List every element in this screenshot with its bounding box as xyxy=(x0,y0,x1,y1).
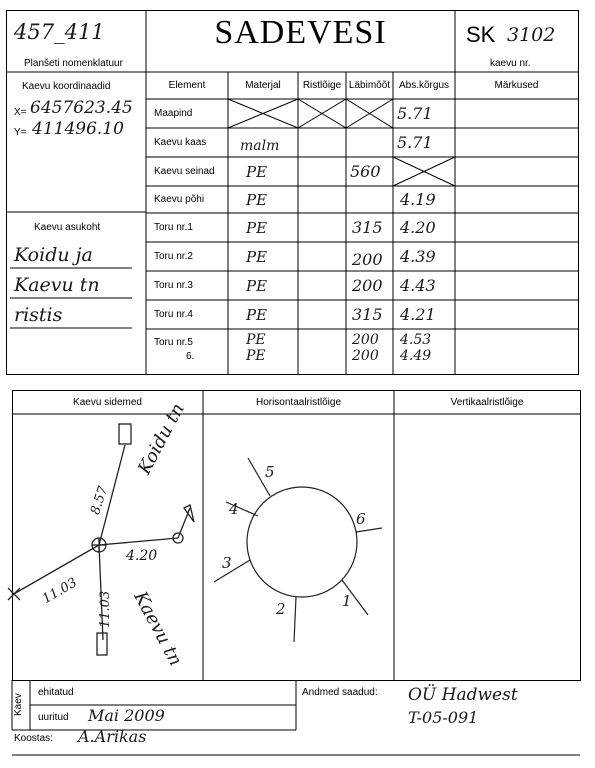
section-vertikaal: Vertikaalristlõige xyxy=(450,397,524,408)
row-toru1-abs: 4.20 xyxy=(400,218,436,237)
page-title: SADEVESI xyxy=(214,14,387,51)
header-markused: Märkused xyxy=(494,80,539,91)
distance-east: 4.20 xyxy=(126,548,158,564)
row-toru2-element: Toru nr.2 xyxy=(154,251,193,262)
coords-label: Kaevu koordinaadid xyxy=(22,81,111,92)
street-kaevu: Kaevu tn xyxy=(129,588,187,670)
distance-north: 8.57 xyxy=(88,484,112,517)
row-maapind-abs: 5.71 xyxy=(397,104,433,123)
location-line-1: Koidu ja xyxy=(14,244,93,266)
row-toru5-element: Toru nr.5 xyxy=(154,336,193,348)
nomenclature-label: Planšeti nomenklatuur xyxy=(24,58,123,69)
row-toru6-materjal: PE xyxy=(246,348,266,364)
section-horisontaal: Horisontaalristlõige xyxy=(255,397,342,408)
uuritud-label: uuritud xyxy=(38,712,69,723)
row-toru2-labimoot: 200 xyxy=(352,250,383,269)
row-toru1-labimoot: 315 xyxy=(352,218,383,237)
section-kaevu-sidemed: Kaevu sidemed xyxy=(73,397,142,408)
pipe-label-5: 5 xyxy=(265,463,275,481)
row-seinad-materjal: PE xyxy=(246,162,268,181)
horizontal-section xyxy=(214,458,382,642)
andmed-value-2: T-05-091 xyxy=(408,708,479,727)
kaev-label: Kaev xyxy=(13,693,24,716)
row-pohi-element: Kaevu põhi xyxy=(154,194,205,205)
row-toru4-labimoot: 315 xyxy=(352,305,383,324)
row-toru5-abs: 4.53 xyxy=(400,332,432,348)
row-kaas-abs: 5.71 xyxy=(397,133,433,152)
header-ristloige: Ristlõige xyxy=(302,80,342,91)
row-toru2-abs: 4.39 xyxy=(400,247,436,266)
pipe-label-1: 1 xyxy=(342,592,352,610)
row-toru1-element: Toru nr.1 xyxy=(154,222,193,233)
row-toru2-materjal: PE xyxy=(246,247,268,266)
andmed-value-1: OÜ Hadwest xyxy=(408,685,518,705)
y-prefix: Y= xyxy=(14,127,27,138)
row-toru5-labimoot: 200 xyxy=(352,332,379,348)
x-prefix: X= xyxy=(14,107,27,118)
pipe-label-3: 3 xyxy=(222,554,232,572)
row-toru6-element: 6. xyxy=(186,350,195,362)
row-toru5-materjal: PE xyxy=(246,332,266,348)
row-kaas-element: Kaevu kaas xyxy=(154,137,207,148)
pipe-label-2: 2 xyxy=(276,600,286,618)
location-label: Kaevu asukoht xyxy=(34,222,101,233)
row-kaas-materjal: malm xyxy=(240,137,280,154)
x-coordinate: 6457623.45 xyxy=(30,98,133,118)
ehitatud-label: ehitatud xyxy=(38,687,74,698)
header-abs-korgus: Abs.kõrgus xyxy=(398,80,450,91)
header-labimoot: Läbimõõt xyxy=(348,80,391,91)
row-pohi-materjal: PE xyxy=(246,190,268,209)
row-toru4-element: Toru nr.4 xyxy=(154,309,193,320)
row-pohi-abs: 4.19 xyxy=(400,190,436,209)
distance-south: 11.03 xyxy=(98,590,113,628)
street-koidu: Koidu tn xyxy=(134,399,189,478)
header-element: Element xyxy=(168,80,206,91)
y-coordinate: 411496.10 xyxy=(32,119,124,139)
sk-number: 3102 xyxy=(507,24,556,46)
row-toru3-abs: 4.43 xyxy=(400,276,436,295)
header-materjal: Materjal xyxy=(245,80,281,91)
row-toru3-materjal: PE xyxy=(246,276,268,295)
row-toru4-abs: 4.21 xyxy=(400,305,436,324)
koostas-value: A.Arikas xyxy=(78,727,147,746)
row-toru1-materjal: PE xyxy=(246,218,268,237)
row-maapind-element: Maapind xyxy=(154,108,193,119)
row-toru3-labimoot: 200 xyxy=(352,276,383,295)
pipe-label-6: 6 xyxy=(356,510,366,528)
row-toru6-labimoot: 200 xyxy=(352,348,379,364)
andmed-label: Andmed saadud: xyxy=(302,687,378,698)
location-line-2: Kaevu tn xyxy=(14,274,100,296)
row-toru4-materjal: PE xyxy=(246,305,268,324)
row-toru6-abs: 4.49 xyxy=(400,348,432,364)
row-seinad-labimoot: 560 xyxy=(350,162,381,181)
sk-prefix: SK xyxy=(466,22,496,47)
pipe-label-4: 4 xyxy=(229,500,239,518)
nomenclature-value: 457_411 xyxy=(14,20,105,44)
koostas-label: Koostas: xyxy=(14,733,53,744)
row-seinad-element: Kaevu seinad xyxy=(154,166,215,177)
kaevu-nr-label: kaevu nr. xyxy=(490,58,531,69)
distance-west: 11.03 xyxy=(40,575,80,607)
uuritud-value: Mai 2009 xyxy=(88,706,165,725)
row-toru3-element: Toru nr.3 xyxy=(154,280,193,291)
location-line-3: ristis xyxy=(14,304,63,326)
